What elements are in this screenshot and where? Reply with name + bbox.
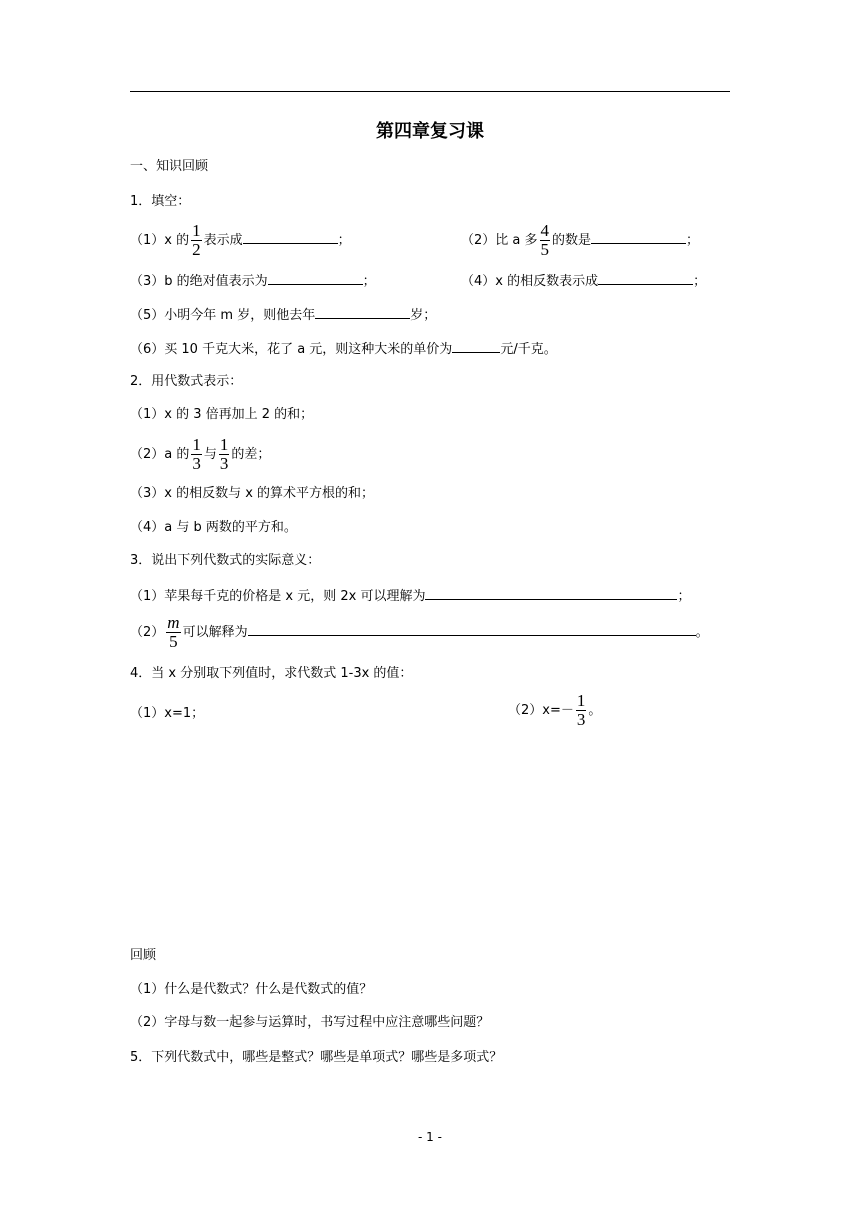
answer-blank[interactable] — [598, 271, 693, 285]
q3-heading: 3．说出下列代数式的实际意义： — [130, 553, 321, 568]
header-rule — [130, 91, 730, 92]
q5-heading: 5．下列代数式中，哪些是整式？哪些是单项式？哪些是多项式？ — [130, 1050, 503, 1065]
answer-blank[interactable] — [425, 586, 677, 600]
q1-item-4: （4）x 的相反数表示成 ； — [461, 271, 706, 291]
review-heading: 回顾 — [130, 948, 157, 963]
q4-item-2: （2）x=－ $\frac{1}{3}$ 。 — [508, 691, 602, 729]
q2-item-4: （4）a 与 b 两数的平方和。 — [130, 520, 297, 535]
q1-item-1-text: （1）x 的 — [130, 233, 190, 248]
page-title: 第四章复习课 — [376, 121, 484, 142]
q3-item-2: （2） $\frac{m}{5}$ 可以解释为 。 — [130, 613, 709, 651]
fraction: $\frac{4}{5}$ — [540, 221, 550, 259]
page-number: - 1 - — [418, 1130, 442, 1144]
answer-blank[interactable] — [591, 230, 686, 244]
review-item-2: （2）字母与数一起参与运算时，书写过程中应注意哪些问题？ — [130, 1015, 490, 1030]
answer-blank[interactable] — [452, 339, 500, 353]
fraction: $\frac{1}{3}$ — [576, 691, 586, 729]
q2-item-1: （1）x 的 3 倍再加上 2 的和； — [130, 407, 314, 422]
review-item-1: （1）什么是代数式？什么是代数式的值？ — [130, 982, 373, 997]
q4-heading: 4．当 x 分别取下列值时，求代数式 1-3x 的值： — [130, 666, 413, 681]
section-heading: 一、知识回顾 — [130, 159, 209, 174]
fraction: $\frac{m}{5}$ — [167, 613, 180, 651]
fraction: $\frac{1}{3}$ — [219, 435, 229, 473]
q1-item-2: （2）比 a 多 $\frac{4}{5}$ 的数是 ； — [461, 221, 700, 259]
answer-blank[interactable] — [268, 271, 363, 285]
q1-item-5: （5）小明今年 m 岁，则他去年 岁； — [130, 305, 436, 325]
q1-item-1: （1）x 的 $\frac{1}{2}$ 表示成 ； — [130, 221, 351, 259]
q1-item-6: （6）买 10 千克大米，花了 a 元，则这种大米的单价为 元/千克。 — [130, 339, 557, 359]
q4-item-1: （1）x=1； — [130, 706, 205, 721]
q3-item-1: （1）苹果每千克的价格是 x 元，则 2x 可以理解为 ； — [130, 586, 690, 606]
q1-item-2-text: （2）比 a 多 — [461, 233, 538, 248]
q1-heading: 1．填空： — [130, 194, 191, 209]
q2-item-2: （2）a 的 $\frac{1}{3}$ 与 $\frac{1}{3}$ 的差； — [130, 435, 271, 473]
q1-item-3: （3）b 的绝对值表示为 ； — [130, 271, 376, 291]
fraction: $\frac{1}{3}$ — [192, 435, 201, 473]
answer-blank[interactable] — [315, 305, 410, 319]
q2-heading: 2．用代数式表示： — [130, 374, 243, 389]
answer-blank[interactable] — [243, 230, 338, 244]
answer-blank[interactable] — [248, 622, 696, 636]
fraction: $\frac{1}{2}$ — [192, 221, 201, 259]
q2-item-3: （3）x 的相反数与 x 的算术平方根的和； — [130, 486, 375, 501]
